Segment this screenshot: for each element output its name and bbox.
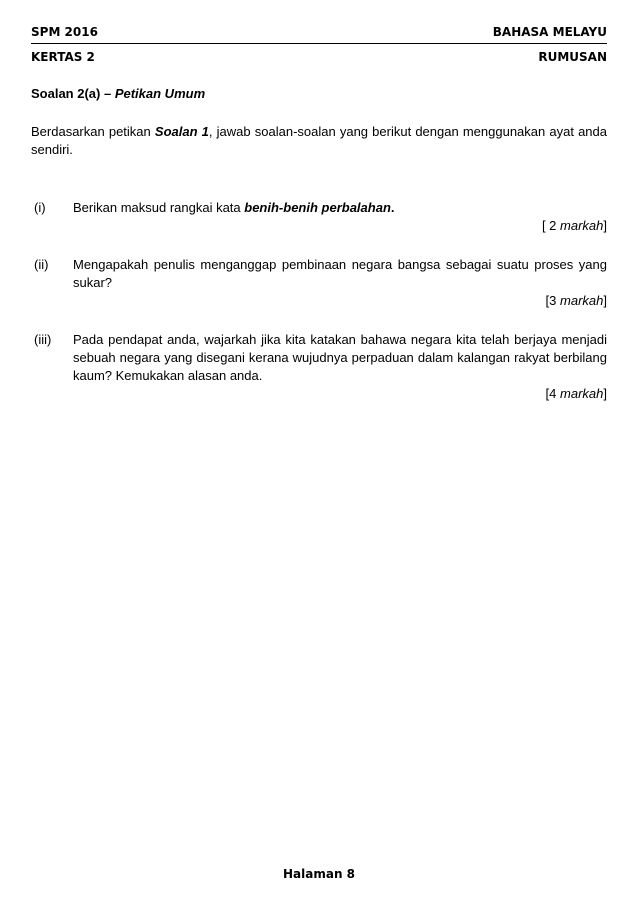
question-marks <box>31 385 607 403</box>
section-dash: – <box>100 86 115 101</box>
question-keyword: benih-benih perbalahan <box>244 200 391 215</box>
question-number: (iii) <box>34 332 52 347</box>
intro-text: Berdasarkan petikan <box>31 124 155 139</box>
paper-topic: RUMUSAN <box>538 50 607 64</box>
marks-word: markah <box>560 386 604 401</box>
question-number: (ii) <box>34 257 49 272</box>
instructions <box>31 123 607 159</box>
marks-word: markah <box>560 293 604 308</box>
marks-close: ] <box>603 293 607 308</box>
intro-text-rest: , jawab soalan-soalan yang berikut dengan menggunakan ayat anda sendiri. <box>31 124 607 157</box>
marks-close: ] <box>603 218 607 233</box>
marks-open: [3 <box>545 293 561 308</box>
question-marks <box>31 292 607 310</box>
question-text: Mengapakah penulis menganggap pembinaan negara bangsa sebagai suatu proses yang sukar? <box>73 257 607 290</box>
page-number: Halaman 8 <box>282 867 356 881</box>
question-3 <box>31 331 607 403</box>
exam-year: SPM 2016 <box>31 25 98 39</box>
paper-number: KERTAS 2 <box>31 50 95 64</box>
question-2 <box>31 256 607 310</box>
intro-emphasis: Soalan 1 <box>154 124 209 139</box>
marks-word: markah <box>560 218 604 233</box>
subject-name: BAHASA MELAYU <box>492 25 607 39</box>
section-title <box>31 86 205 101</box>
question-text: Pada pendapat anda, wajarkah jika kita katakan bahawa negara kita telah berjaya menjadi sebuah negara yang disegani kerana wujudnya perpaduan dalam kalangan rakyat berbilang kaum? Kemukakan alasan anda. <box>73 332 607 383</box>
section-subtitle: Petikan Umum <box>114 86 206 101</box>
question-text <box>73 199 607 217</box>
page-header-bottom <box>31 50 607 64</box>
page-header-top <box>31 25 607 39</box>
marks-open: [ 2 <box>541 218 561 233</box>
question-1 <box>31 199 607 235</box>
header-divider <box>31 43 607 44</box>
question-text-end: . <box>390 200 395 215</box>
question-number: (i) <box>34 200 46 215</box>
marks-close: ] <box>603 386 607 401</box>
question-marks <box>31 217 607 235</box>
question-text-start: Berikan maksud rangkai kata <box>73 200 245 215</box>
section-label: Soalan 2(a) <box>31 86 101 101</box>
marks-open: [4 <box>545 386 561 401</box>
